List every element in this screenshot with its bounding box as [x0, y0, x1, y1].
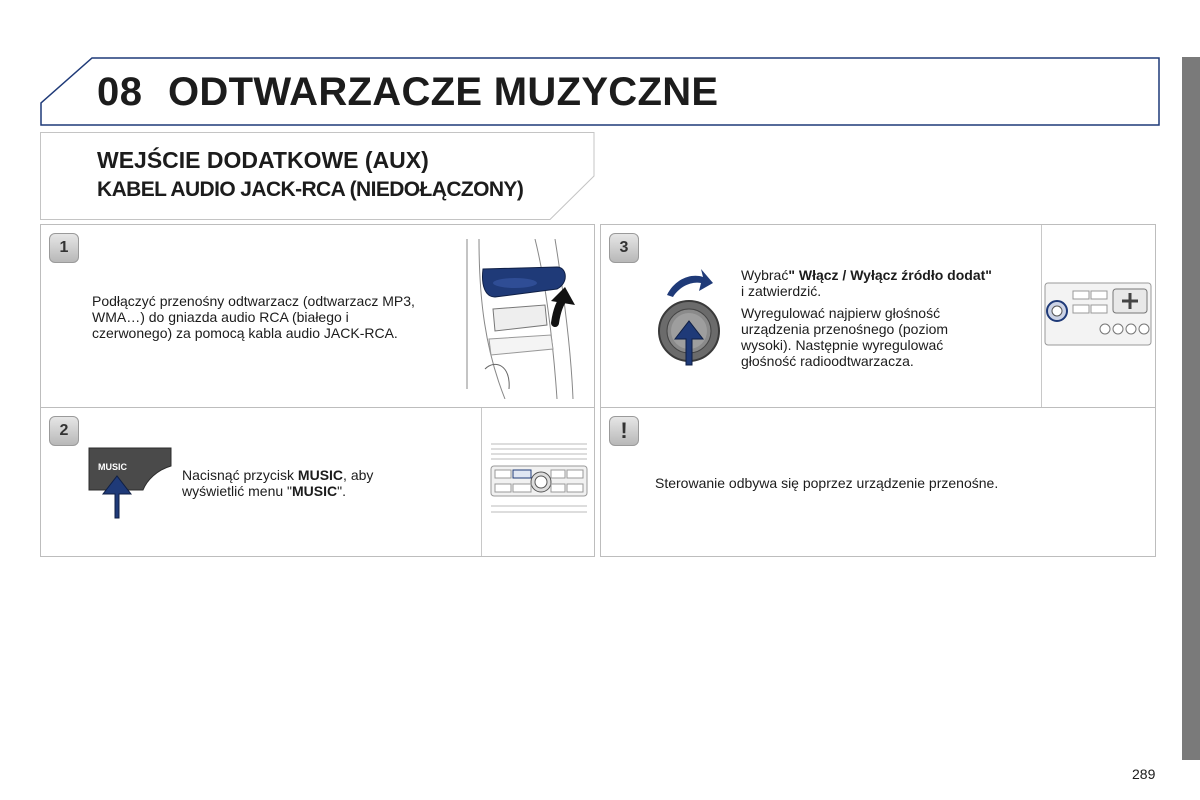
note-text: Sterowanie odbywa się poprzez urządzenie przenośne.	[655, 475, 999, 491]
step-1-badge: 1	[49, 233, 79, 263]
rotary-knob-illustration	[657, 267, 723, 367]
step-3-text-2: Wyregulować najpierw głośność urządzenia przenośnego (poziom wysoki). Następnie wyregulować głośność radioodtwarzacza.	[741, 305, 949, 369]
step-3-text: Wybrać" Włącz / Wyłącz źródło dodat" i zatwierdzić.	[741, 267, 992, 299]
section-subtitle: KABEL AUDIO JACK-RCA (NIEDOŁĄCZONY)	[97, 178, 524, 201]
chapter-number: 08	[97, 70, 143, 114]
music-button-illustration	[87, 446, 173, 520]
aux-socket-illustration	[465, 239, 577, 399]
step-3-panel	[600, 224, 1156, 408]
radio-panel-illustration	[489, 440, 589, 520]
radio-knob-panel-illustration	[1043, 279, 1153, 349]
warning-icon: !	[609, 416, 639, 446]
step-2-panel	[40, 407, 595, 557]
chapter-edge-tab	[1182, 57, 1200, 760]
page-number: 289	[1132, 766, 1156, 782]
step-2-badge: 2	[49, 416, 79, 446]
step-2-text: Nacisnąć przycisk MUSIC, aby wyświetlić menu "MUSIC".	[182, 467, 374, 499]
section-title: WEJŚCIE DODATKOWE (AUX)	[97, 147, 429, 173]
step-1-panel	[40, 224, 595, 408]
step-3-badge: 3	[609, 233, 639, 263]
chapter-title: ODTWARZACZE MUZYCZNE	[168, 70, 719, 114]
note-panel	[600, 407, 1156, 557]
music-button-label: MUSIC	[98, 462, 127, 472]
step-1-text: Podłączyć przenośny odtwarzacz (odtwarzacz MP3, WMA…) do gniazda audio RCA (białego i czerwonego) za pomocą kabla audio JACK-RCA.	[92, 293, 415, 341]
section-header	[40, 132, 596, 220]
